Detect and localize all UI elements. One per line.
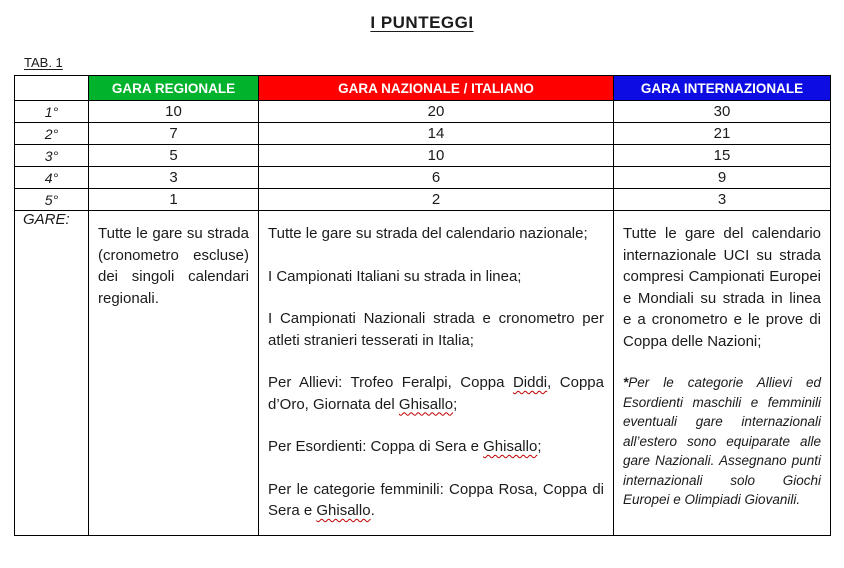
misspelled-word: Ghisallo	[483, 438, 538, 455]
header-blank-cell	[15, 76, 89, 101]
regional-points: 5	[89, 145, 259, 167]
position-label: 3°	[15, 145, 89, 167]
international-points: 9	[614, 167, 831, 189]
national-points: 6	[259, 167, 614, 189]
paragraph: Tutte le gare su strada (cronometro escluse) dei singoli calendari regionali.	[98, 225, 249, 307]
page-title-text: I PUNTEGGI	[370, 13, 474, 32]
international-points: 21	[614, 123, 831, 145]
national-points: 14	[259, 123, 614, 145]
national-gare-cell	[259, 211, 614, 536]
header-gara-nazionale: GARA NAZIONALE / ITALIANO	[259, 76, 614, 101]
misspelled-word: Ghisallo	[316, 502, 371, 519]
misspelled-word: Diddi	[512, 374, 548, 391]
paragraph: Per Allievi: Trofeo Feralpi, Coppa Diddi, Coppa d’Oro, Giornata del Ghisallo;	[268, 374, 604, 413]
points-row	[15, 101, 831, 123]
position-label: 1°	[15, 101, 89, 123]
national-points: 20	[259, 101, 614, 123]
position-label: 4°	[15, 167, 89, 189]
header-gara-regionale: GARA REGIONALE	[89, 76, 259, 101]
paragraph: Per Esordienti: Coppa di Sera e Ghisallo;	[268, 438, 542, 455]
points-rows	[15, 101, 831, 211]
regional-points: 1	[89, 189, 259, 211]
table-caption: TAB. 1	[24, 55, 63, 70]
paragraph: I Campionati Nazionali strada e cronometro per atleti stranieri tesserati in Italia;	[268, 310, 604, 349]
header-row	[15, 76, 831, 101]
points-row	[15, 123, 831, 145]
regional-gare-cell	[89, 211, 259, 536]
misspelled-word: Ghisallo	[398, 395, 454, 413]
header-gara-internazionale: GARA INTERNAZIONALE	[614, 76, 831, 101]
paragraph: Per le categorie femminili: Coppa Rosa, Coppa di Sera e Ghisallo.	[268, 480, 604, 519]
regional-points: 3	[89, 167, 259, 189]
points-row	[15, 189, 831, 211]
paragraph: Tutte le gare del calendario internazionale UCI su strada compresi Campionati Europei e Mondiali su strada in linea e a cronometro e le prove di Coppa delle Nazioni;	[623, 225, 821, 350]
international-points: 30	[614, 101, 831, 123]
paragraph: Tutte le gare su strada del calendario nazionale;	[268, 225, 588, 242]
international-points: 3	[614, 189, 831, 211]
points-row	[15, 167, 831, 189]
regional-points: 7	[89, 123, 259, 145]
national-points: 10	[259, 145, 614, 167]
page-title	[0, 0, 844, 33]
points-table	[14, 75, 831, 536]
position-label: 5°	[15, 189, 89, 211]
gare-row	[15, 211, 831, 536]
paragraph: I Campionati Italiani su strada in linea;	[268, 267, 522, 285]
regional-points: 10	[89, 101, 259, 123]
points-row	[15, 145, 831, 167]
gare-label: GARE:	[15, 211, 89, 536]
position-label: 2°	[15, 123, 89, 145]
international-gare-cell	[614, 211, 831, 536]
paragraph: *Per le categorie Allievi ed Esordienti maschili e femminili eventuali gare internazionali all’estero sono equiparate alle gare Nazionali. Assegnano punti internazionali solo Giochi Europei e Olimpiadi Giovanili.	[623, 375, 821, 507]
international-points: 15	[614, 145, 831, 167]
national-points: 2	[259, 189, 614, 211]
